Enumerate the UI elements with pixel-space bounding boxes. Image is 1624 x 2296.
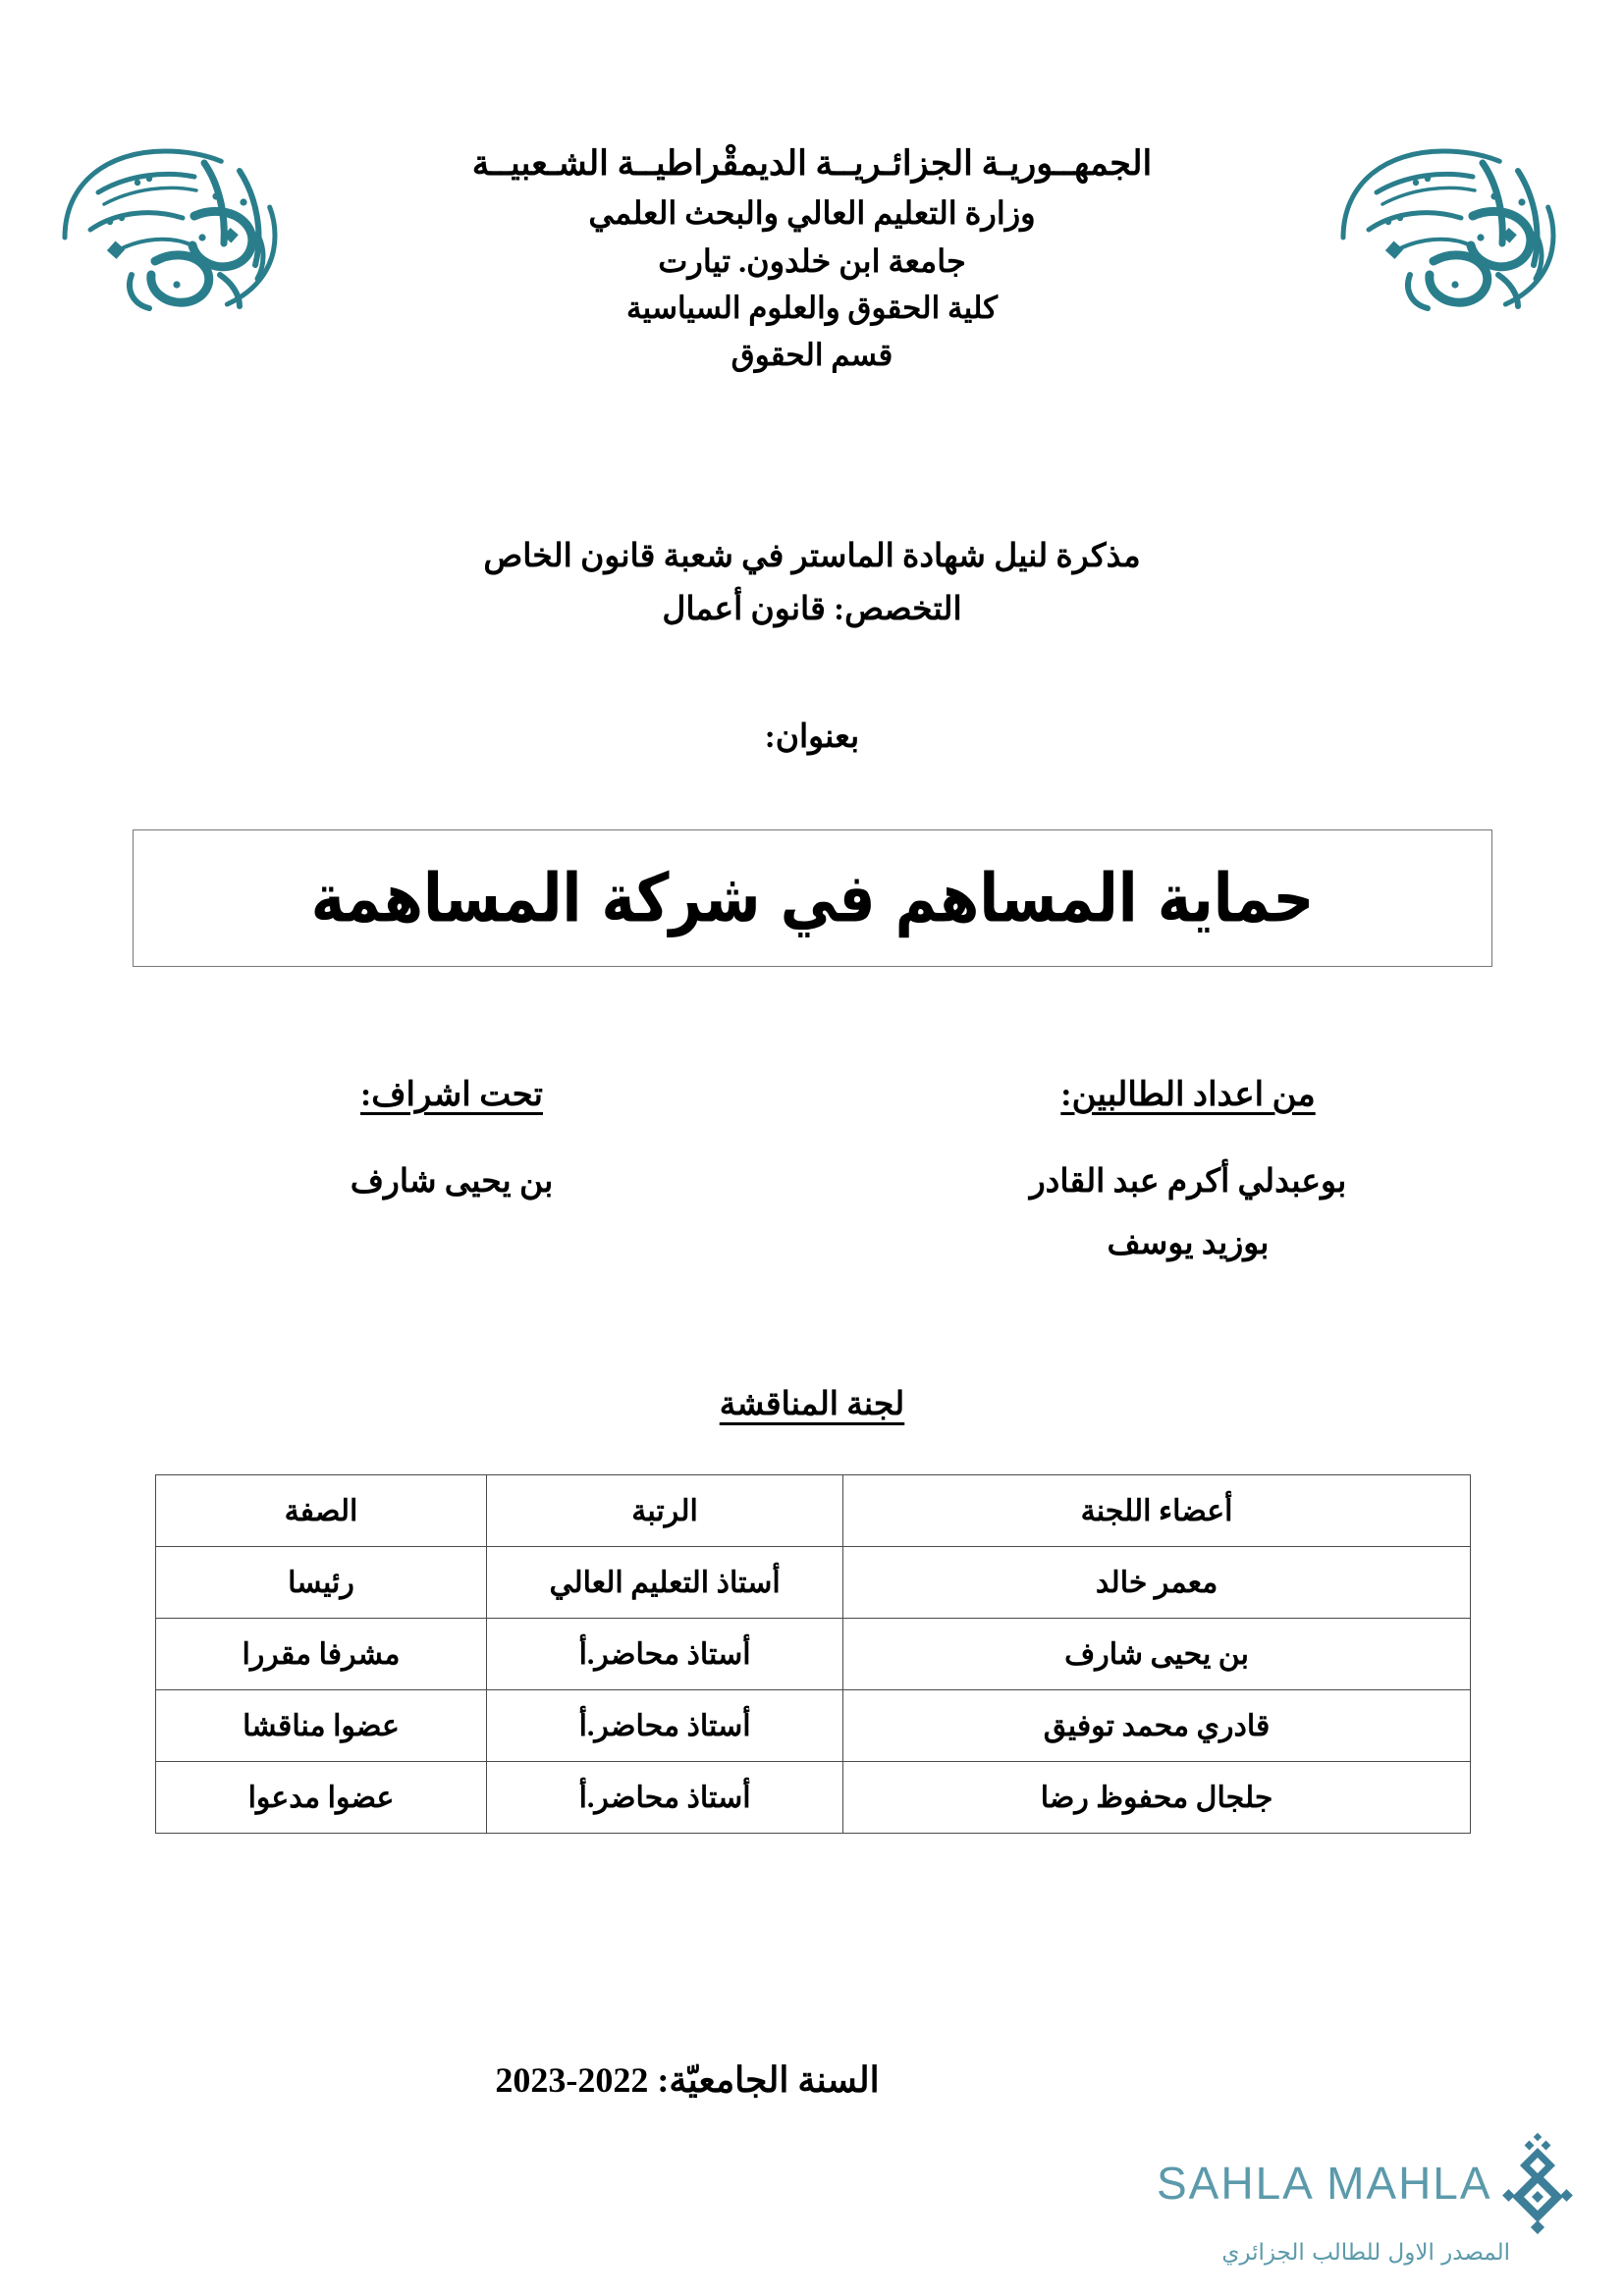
- student-name-1: بوعبدلي أكرم عبد القادر: [1029, 1164, 1347, 1200]
- column-header-role: الصفة: [156, 1475, 487, 1547]
- supervisor-heading: تحت اشراف:: [359, 1077, 543, 1113]
- cell-rank: أستاذ محاضر.أ: [486, 1619, 842, 1690]
- institution-header: [275, 137, 1349, 378]
- students-heading: من اعداد الطالبين:: [1060, 1077, 1316, 1113]
- column-header-rank: الرتبة: [486, 1475, 842, 1547]
- degree-speciality-line: التخصص: قانون أعمال: [662, 592, 962, 628]
- cell-rank: أستاذ محاضر.أ: [486, 1690, 842, 1762]
- watermark-brand: SAHLA MAHLA: [1157, 2158, 1492, 2209]
- cell-role: رئيسا: [156, 1547, 487, 1619]
- degree-purpose-line: مذكرة لنيل شهادة الماستر في شعبة قانون الخاص: [483, 539, 1141, 574]
- supervisor-block: [147, 1075, 756, 1213]
- cell-rank: أستاذ محاضر.أ: [486, 1762, 842, 1834]
- cell-role: عضوا مناقشا: [156, 1690, 487, 1762]
- jury-heading-text: لجنة المناقشة: [719, 1387, 905, 1422]
- ibn-khaldoun-university-logo: [1326, 128, 1571, 334]
- table-header-row: [156, 1475, 1471, 1547]
- cell-member: جلجال محفوظ رضا: [843, 1762, 1471, 1834]
- supervisor-name-1: بن يحيى شارف: [350, 1164, 554, 1200]
- table-row: [156, 1762, 1471, 1834]
- jury-heading: [196, 1384, 1428, 1423]
- table-row: [156, 1619, 1471, 1690]
- students-block: [884, 1075, 1492, 1274]
- table-row: [156, 1547, 1471, 1619]
- cell-role: مشرفا مقررا: [156, 1619, 487, 1690]
- academic-year: السنة الجامعيّة: 2022-2023: [495, 2060, 880, 2100]
- cell-member: معمر خالد: [843, 1547, 1471, 1619]
- ibn-khaldoun-university-logo: [47, 128, 293, 334]
- cell-role: عضوا مدعوا: [156, 1762, 487, 1834]
- degree-statement: [196, 530, 1428, 637]
- cell-member: بن يحيى شارف: [843, 1619, 1471, 1690]
- header-department-line: قسم الحقوق: [731, 337, 893, 372]
- authorship-row: [147, 1075, 1492, 1274]
- watermark-row: [1157, 2132, 1573, 2234]
- header-university-line: جامعة ابن خلدون. تيارت: [658, 242, 966, 279]
- entitled-label: بعنوان:: [764, 720, 860, 755]
- jury-table: [155, 1474, 1471, 1834]
- cell-member: قادري محمد توفيق: [843, 1690, 1471, 1762]
- diamond-ornament-icon: [1502, 2132, 1573, 2234]
- thesis-title-box: [133, 829, 1492, 967]
- student-name-2: بوزيد يوسف: [1107, 1225, 1270, 1261]
- watermark-tagline: المصدر الاول للطالب الجزائري: [1221, 2240, 1510, 2266]
- header-ministry-line: وزارة التعليم العالي والبحث العلمي: [588, 195, 1036, 232]
- header-country-line: الجمهــوريـة الجزائـريــة الديمقْراطيــة الشـعبيــة: [471, 144, 1153, 183]
- table-row: [156, 1690, 1471, 1762]
- thesis-title: حماية المساهم في شركة المساهمة: [310, 858, 1315, 938]
- column-header-members: أعضاء اللجنة: [843, 1475, 1471, 1547]
- cell-rank: أستاذ التعليم العالي: [486, 1547, 842, 1619]
- sahla-mahla-watermark: [1157, 2132, 1579, 2266]
- header-faculty-line: كلية الحقوق والعلوم السياسية: [626, 291, 998, 326]
